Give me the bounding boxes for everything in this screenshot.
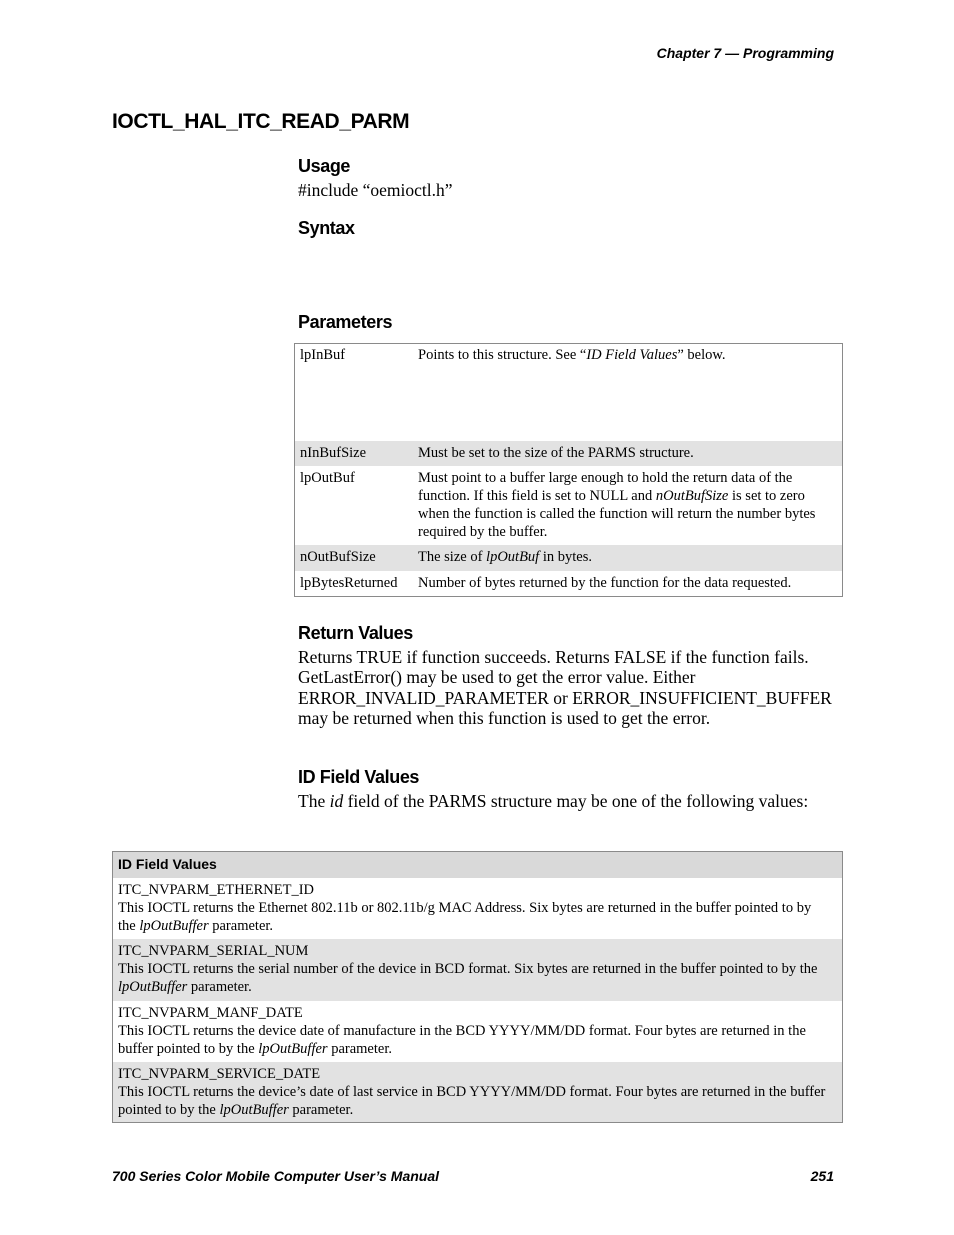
parameters-table <box>294 343 843 597</box>
id-desc: This IOCTL returns the device’s date of last service in BCD YYYY/MM/DD format. Four bytes are returned in the buffer pointed to by the lpOutBuffer parameter. <box>118 1084 826 1118</box>
table-row <box>295 344 842 441</box>
id-code: ITC_NVPARM_SERVICE_DATE <box>118 1066 321 1082</box>
param-name: nInBufSize <box>300 445 367 461</box>
id-desc: This IOCTL returns the device date of manufacture in the BCD YYYY/MM/DD format. Four bytes are returned in the buffer pointed to by the lpOutBuffer parameter. <box>118 1023 806 1057</box>
parameters-heading: Parameters <box>298 312 393 332</box>
table-row <box>113 1062 842 1122</box>
id-field-values-table <box>112 851 843 1123</box>
syntax-heading: Syntax <box>298 218 355 238</box>
param-desc: Number of bytes returned by the function for the data requested. <box>418 575 792 591</box>
running-header: Chapter 7 — Programming <box>656 45 834 61</box>
id-desc: This IOCTL returns the Ethernet 802.11b or 802.11b/g MAC Address. Six bytes are returned in the buffer pointed to by the lpOutBuffer parameter. <box>118 900 812 934</box>
id-code: ITC_NVPARM_MANF_DATE <box>118 1005 303 1021</box>
table-header <box>113 852 842 878</box>
usage-text: #include “oemioctl.h” <box>298 180 453 200</box>
table-row <box>295 545 842 571</box>
table-row <box>295 466 842 545</box>
return-values-text: Returns TRUE if function succeeds. Returns FALSE if the function fails. GetLastError() may be used to get the error value. Either ERROR_INVALID_PARAMETER or ERROR_INSUFFICIENT_BUFFER may be returned when this function is used to get the error. <box>298 647 832 728</box>
id-desc: This IOCTL returns the serial number of the device in BCD format. Six bytes are returned in the buffer pointed to by the lpOutBuffer parameter. <box>118 961 818 995</box>
table-header-label: ID Field Values <box>118 856 217 872</box>
id-field-values-text: The id field of the PARMS structure may be one of the following values: <box>298 791 809 811</box>
footer-manual-title: 700 Series Color Mobile Computer User’s Manual <box>112 1168 440 1184</box>
table-row <box>295 571 842 596</box>
param-desc: Must point to a buffer large enough to hold the return data of the function. If this field is set to NULL and nOutBufSize is set to zero when the function is called the function will return the number bytes required by the buffer. <box>418 470 816 540</box>
param-name: lpInBuf <box>300 347 346 363</box>
table-row <box>113 878 842 939</box>
page-number: 251 <box>810 1168 834 1184</box>
id-code: ITC_NVPARM_SERIAL_NUM <box>118 943 309 959</box>
param-name: nOutBufSize <box>300 549 376 565</box>
table-row <box>113 939 842 1001</box>
table-row <box>113 1001 842 1062</box>
param-desc: Must be set to the size of the PARMS structure. <box>418 445 694 461</box>
param-name: lpBytesReturned <box>300 575 398 591</box>
param-name: lpOutBuf <box>300 470 355 486</box>
usage-heading: Usage <box>298 156 351 176</box>
param-desc: The size of lpOutBuf in bytes. <box>418 549 592 565</box>
param-desc: Points to this structure. See “ID Field Values” below. <box>418 347 726 363</box>
table-row <box>295 441 842 466</box>
page-title: IOCTL_HAL_ITC_READ_PARM <box>112 110 410 133</box>
id-code: ITC_NVPARM_ETHERNET_ID <box>118 882 315 898</box>
return-values-heading: Return Values <box>298 623 413 643</box>
id-field-values-heading: ID Field Values <box>298 767 420 787</box>
